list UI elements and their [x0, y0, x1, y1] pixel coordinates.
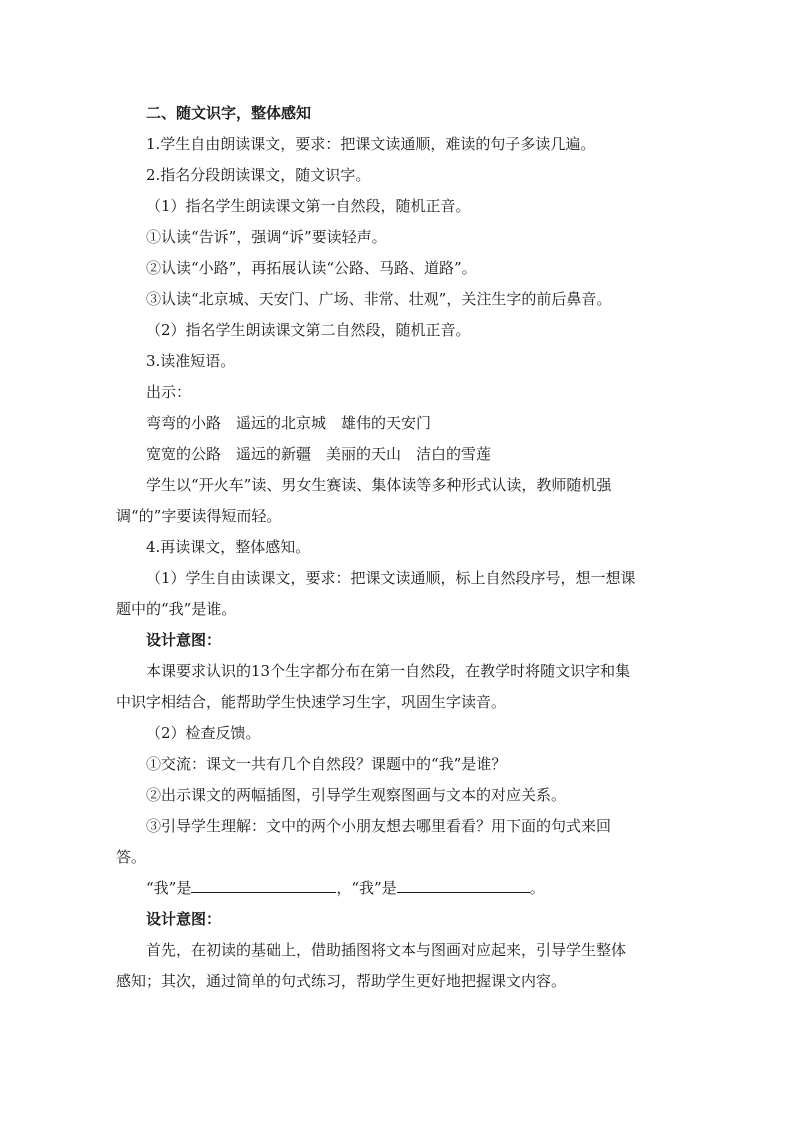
paragraph: （1）指名学生朗读课文第一自然段，随机正音。 — [146, 197, 471, 215]
section-heading: 二、随文识字，整体感知 — [146, 104, 312, 122]
design-intent-text: 本课要求认识的13个生字都分布在第一自然段，在教学时将随文识字和集 — [146, 662, 631, 680]
paragraph: 2.指名分段朗读课文，随文识字。 — [146, 166, 371, 184]
design-intent-text: 首先，在初读的基础上，借助插图将文本与图画对应起来，引导学生整体 — [146, 941, 627, 959]
paragraph-continuation: 调“的”字要读得短而轻。 — [116, 507, 282, 525]
fill-blank — [191, 876, 336, 893]
design-intent-label: 设计意图： — [146, 631, 222, 649]
design-intent-label: 设计意图： — [146, 910, 222, 928]
fill-text: ，“我”是 — [336, 879, 397, 897]
paragraph: ③认读“北京城、天安门、广场、非常、壮观”，关注生字的前后鼻音。 — [146, 290, 612, 308]
phrase-list: 弯弯的小路 遥远的北京城 雄伟的天安门 — [146, 414, 432, 432]
fill-text: 。 — [529, 879, 545, 897]
document-body — [116, 98, 676, 997]
paragraph: （2）检查反馈。 — [146, 724, 261, 742]
paragraph: 3.读准短语。 — [146, 352, 236, 370]
paragraph-continuation: 答。 — [116, 848, 147, 866]
design-intent-text-continuation: 中识字相结合，能帮助学生快速学习生字，巩固生字读音。 — [116, 693, 507, 711]
paragraph: ③引导学生理解：文中的两个小朋友想去哪里看看？用下面的句式来回 — [146, 817, 612, 835]
design-intent-text-continuation: 感知；其次，通过简单的句式练习，帮助学生更好地把握课文内容。 — [116, 972, 567, 990]
paragraph: 出示： — [146, 383, 192, 401]
fill-text: “我”是 — [146, 879, 192, 897]
fill-in-sentence — [116, 873, 676, 904]
paragraph: 1.学生自由朗读课文，要求：把课文读通顺，难读的句子多读几遍。 — [146, 135, 596, 153]
paragraph: ②认读“小路”，再拓展认读“公路、马路、道路”。 — [146, 259, 477, 277]
paragraph: （1）学生自由读课文，要求：把课文读通顺，标上自然段序号，想一想课 — [146, 569, 636, 587]
paragraph: ①认读“告诉”，强调“诉”要读轻声。 — [146, 228, 387, 246]
phrase-list: 宽宽的公路 遥远的新疆 美丽的天山 洁白的雪莲 — [146, 445, 492, 463]
paragraph: ①交流：课文一共有几个自然段？课题中的“我”是谁？ — [146, 755, 507, 773]
fill-blank — [397, 876, 530, 893]
paragraph: 学生以“开火车”读、男女生赛读、集体读等多种形式认读，教师随机强 — [146, 476, 612, 494]
paragraph-continuation: 题中的“我”是谁。 — [116, 600, 237, 618]
paragraph: 4.再读课文，整体感知。 — [146, 538, 311, 556]
paragraph: （2）指名学生朗读课文第二自然段，随机正音。 — [146, 321, 471, 339]
paragraph: ②出示课文的两幅插图，引导学生观察图画与文本的对应关系。 — [146, 786, 567, 804]
